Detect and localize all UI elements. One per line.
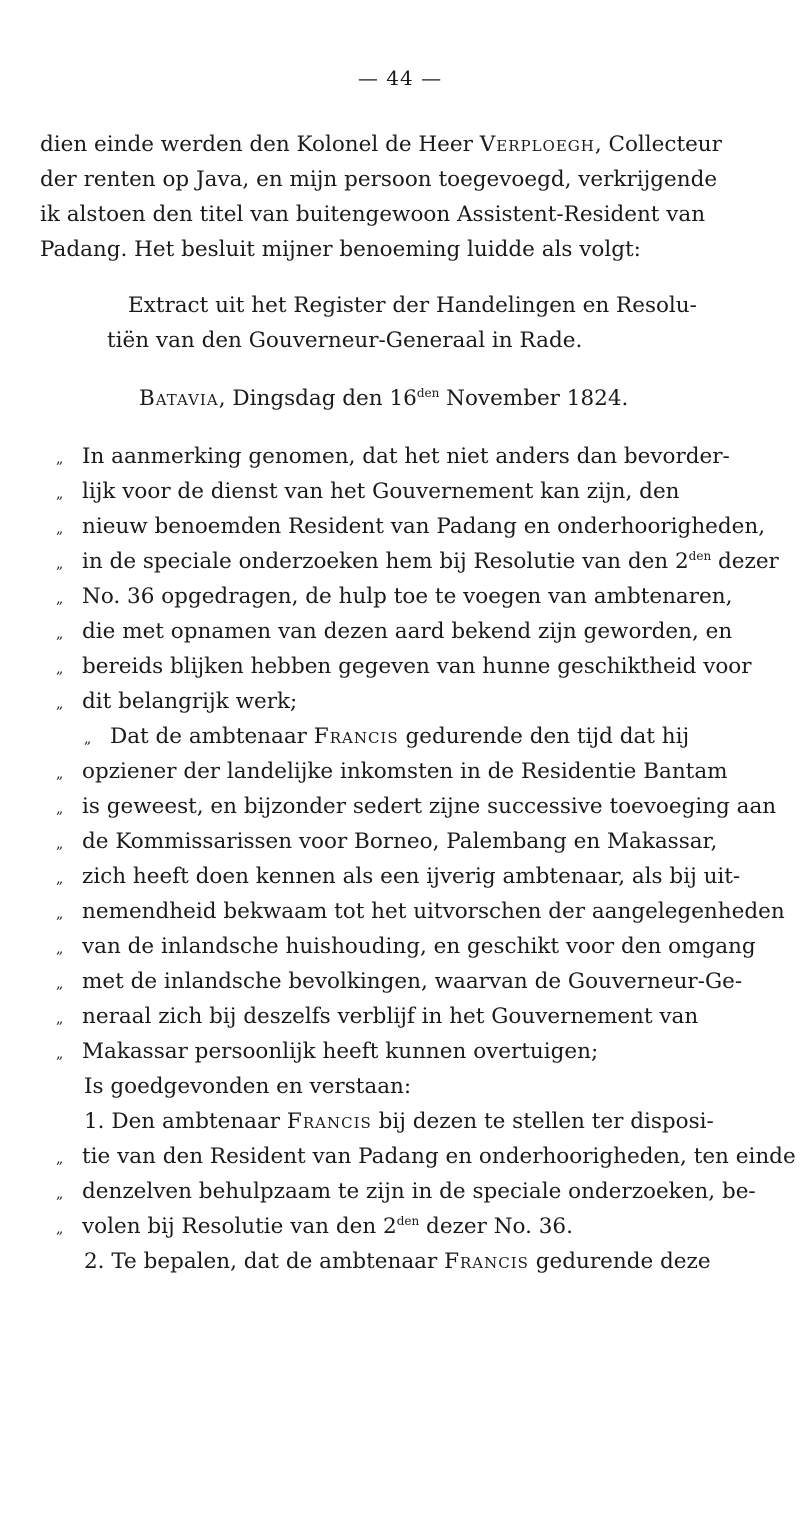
place-name: Batavia	[139, 386, 219, 411]
extract-heading-line: Extract uit het Register der Handelingen en Resolu-	[128, 293, 697, 318]
quoted-line: „ lijk voor de dienst van het Gouvernement kan zijn, den	[56, 479, 680, 504]
quoted-line: „ de Kommissarissen voor Borneo, Palembang en Makassar,	[56, 829, 718, 854]
quoted-line: „ van de inlandsche huishouding, en geschikt voor den omgang	[56, 934, 756, 959]
quoted-line: „ Dat de ambtenaar Francis gedurende den tijd dat hij	[84, 724, 690, 749]
item-line: 1. Den ambtenaar Francis bij dezen te stellen ter disposi-	[84, 1109, 714, 1134]
quoted-line: „ opziener der landelijke inkomsten in de Residentie Bantam	[56, 759, 728, 784]
person-name: Francis	[286, 1109, 372, 1134]
paragraph-line: der renten op Java, en mijn persoon toegevoegd, verkrijgende	[40, 167, 718, 192]
paragraph-line: ik alstoen den titel van buitengewoon Assistent-Resident van	[40, 202, 706, 227]
page-number: — 44 —	[357, 66, 443, 90]
quoted-line: „ dit belangrijk werk;	[56, 689, 298, 714]
person-name: Verploegh	[479, 132, 595, 157]
paragraph-line: dien einde werden den Kolonel de Heer Verploegh, Collecteur	[40, 132, 722, 157]
quoted-line: „ is geweest, en bijzonder sedert zijne successive toevoeging aan	[56, 794, 777, 819]
person-name: Francis	[313, 724, 399, 749]
quoted-line: „ neraal zich bij deszelfs verblijf in het Gouvernement van	[56, 1004, 699, 1029]
extract-heading-line: tiën van den Gouverneur-Generaal in Rade.	[107, 328, 583, 353]
quoted-line: „ met de inlandsche bevolkingen, waarvan de Gouverneur-Ge-	[56, 969, 743, 994]
quoted-line: „ Makassar persoonlijk heeft kunnen overtuigen;	[56, 1039, 599, 1064]
quoted-line: „ zich heeft doen kennen als een ijverig ambtenaar, als bij uit-	[56, 864, 741, 889]
quoted-line: „ bereids blijken hebben gegeven van hunne geschiktheid voor	[56, 654, 752, 679]
quoted-line: „ nieuw benoemden Resident van Padang en onderhoorigheden,	[56, 514, 766, 539]
quoted-line: „ die met opnamen van dezen aard bekend zijn geworden, en	[56, 619, 733, 644]
resolution-line: Is goedgevonden en verstaan:	[84, 1074, 412, 1099]
quoted-line: „ nemendheid bekwaam tot het uitvorschen der aangelegenheden	[56, 899, 785, 924]
item-line: „ denzelven behulpzaam te zijn in de speciale onderzoeken, be-	[56, 1179, 756, 1204]
dateline: Batavia, Dingsdag den $16^{den}$ November 1824.	[139, 385, 629, 411]
paragraph-line: Padang. Het besluit mijner benoeming luidde als volgt:	[40, 237, 641, 262]
item-line: „ tie van den Resident van Padang en onderhoorigheden, ten einde	[56, 1144, 796, 1169]
item-line: 2. Te bepalen, dat de ambtenaar Francis gedurende deze	[84, 1249, 711, 1274]
person-name: Francis	[444, 1249, 529, 1274]
quoted-line: „ in de speciale onderzoeken hem bij Resolutie van den $2^{den}$ dezer	[56, 548, 779, 574]
item-line: „ volen bij Resolutie van den $2^{den}$ dezer No. 36.	[56, 1213, 573, 1239]
quoted-line: „ No. 36 opgedragen, de hulp toe te voegen van ambtenaren,	[56, 584, 733, 609]
quoted-line: „ In aanmerking genomen, dat het niet anders dan bevorder-	[56, 444, 730, 469]
